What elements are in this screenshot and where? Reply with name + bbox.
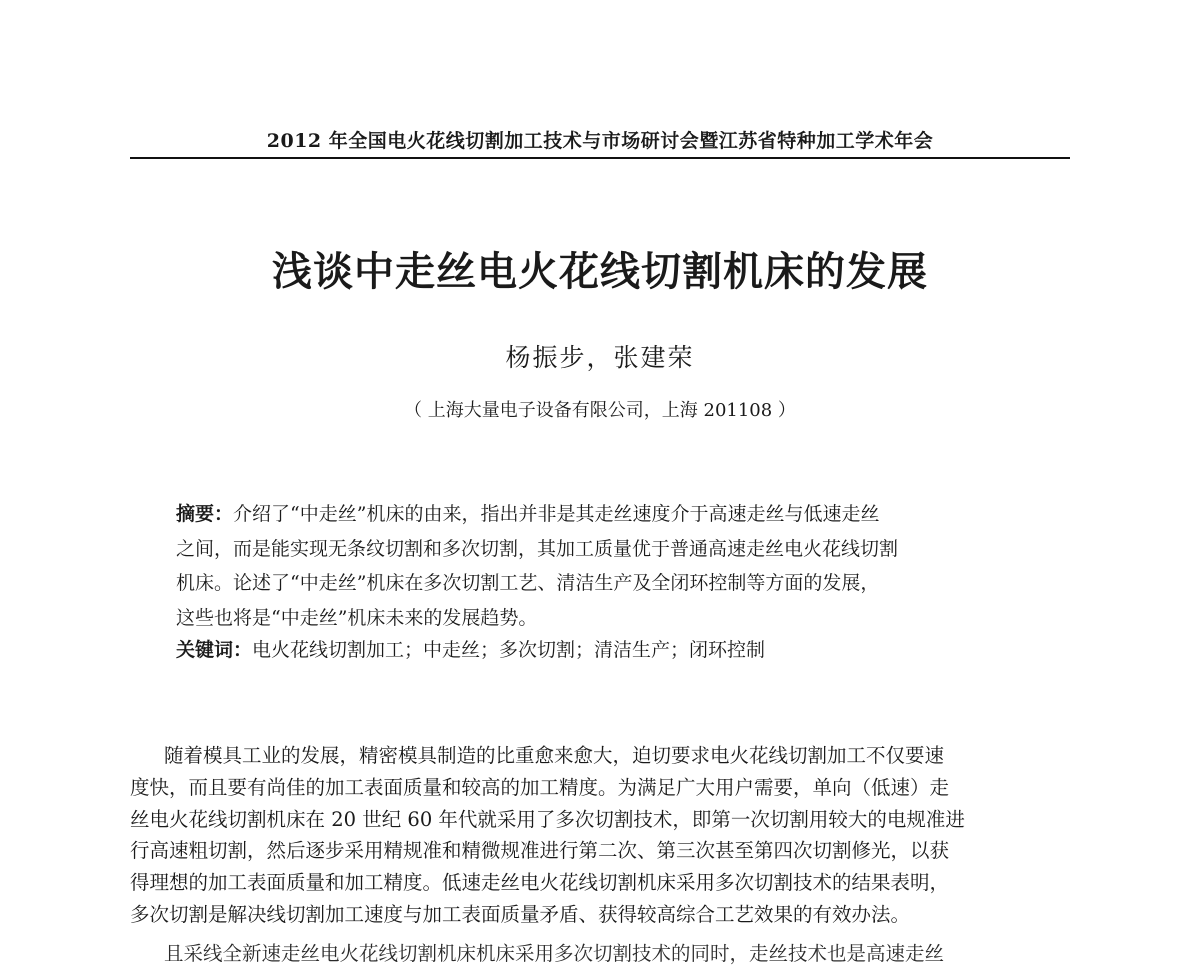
paper-title: 浅谈中走丝电火花线切割机床的发展	[272, 249, 928, 295]
abstract-line: 机床。论述了“中走丝”机床在多次切割工艺、清洁生产及全闭环控制等方面的发展，	[176, 572, 880, 594]
body-paragraph-line: 度快，而且要有尚佳的加工表面质量和较高的加工精度。为满足广大用户需要，单向（低速）走	[130, 775, 950, 799]
body-cut-off-line: 且采线全新速走丝电火花线切割机床机床采用多次切割技术的同时，走丝技术也是高速走丝	[164, 942, 945, 965]
body-paragraph-line: 行高速粗切割，然后逐步采用精规准和精微规准进行第二次、第三次甚至第四次切割修光，以获	[130, 839, 950, 863]
header-rule	[130, 157, 1070, 159]
abstract-line: 之间，而是能实现无条纹切割和多次切割，其加工质量优于普通高速走丝电火花线切割	[176, 537, 899, 560]
body-paragraph-line: 得理想的加工表面质量和加工精度。低速走丝电火花线切割机床采用多次切割技术的结果表明，	[130, 871, 950, 895]
conference-running-header: 2012 年全国电火花线切割加工技术与市场研讨会暨江苏省特种加工学术年会	[266, 130, 934, 152]
body-text	[130, 740, 1070, 931]
abstract-line-text: 介绍了“中走丝”机床的由来，指出并非是其走丝速度介于高速走丝与低速走丝	[233, 503, 880, 525]
abstract	[176, 497, 1026, 635]
body-paragraph-line: 多次切割是解决线切割加工速度与加工表面质量矛盾、获得较高综合工艺效果的有效办法。	[130, 902, 911, 926]
abstract-line	[176, 497, 1026, 532]
abstract-label: 摘要：	[176, 503, 234, 525]
abstract-line: 这些也将是“中走丝”机床未来的发展趋势。	[176, 606, 538, 629]
keywords	[176, 635, 1026, 662]
body-paragraph-line: 随着模具工业的发展，精密模具制造的比重愈来愈大，迫切要求电火花线切割加工不仅要速	[164, 744, 945, 767]
paper-authors: 杨振步，张建荣	[505, 343, 695, 372]
paper-affiliation: （ 上海大量电子设备有限公司，上海 201108 ）	[404, 400, 796, 421]
keywords-label: 关键词：	[176, 639, 253, 661]
keywords-text: 电火花线切割加工；中走丝；多次切割；清洁生产；闭环控制	[252, 639, 766, 661]
body-paragraph-line: 丝电火花线切割机床在 20 世纪 60 年代就采用了多次切割技术，即第一次切割用较大的电规准进	[130, 807, 965, 831]
